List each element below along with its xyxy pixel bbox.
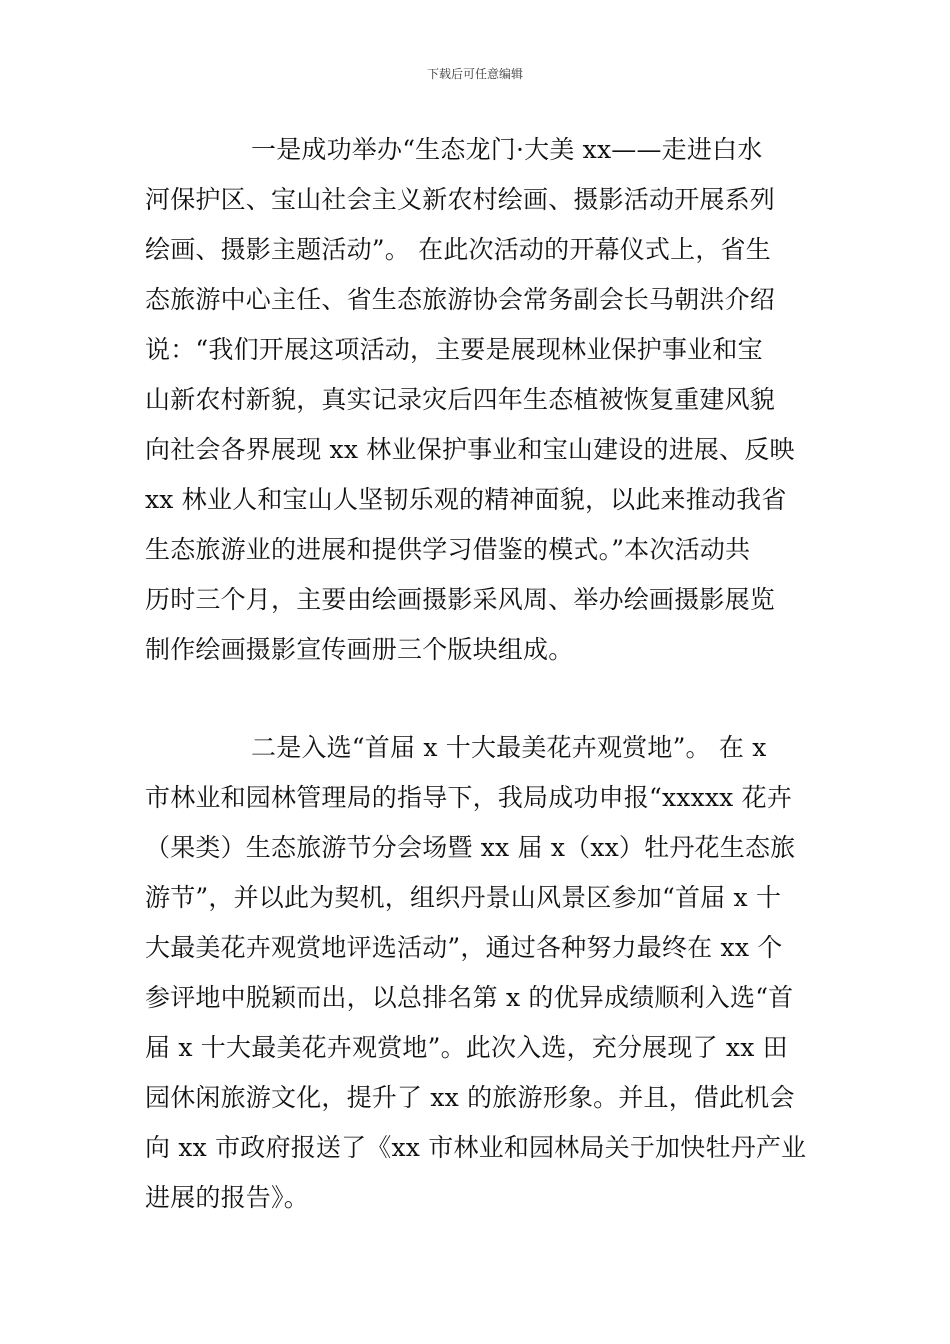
paragraph-1-line-4: 态旅游中心主任、省生态旅游协会常务副会长马朝洪介绍 xyxy=(145,285,776,314)
paragraph-1-line-8: xx 林业人和宝山人坚韧乐观的精神面貌，以此来推动我省 xyxy=(145,485,787,514)
paragraph-2-line-2: 市林业和园林管理局的指导下，我局成功申报“xxxxx 花卉 xyxy=(145,783,793,812)
paragraph-1-line-3: 绘画、摄影主题活动”。 在此次活动的开幕仪式上，省生 xyxy=(145,235,771,264)
paragraph-2-line-5: 大最美花卉观赏地评选活动”，通过各种努力最终在 xx 个 xyxy=(145,933,783,962)
paragraph-2-line-4: 游节”，并以此为契机，组织丹景山风景区参加“首届 x 十 xyxy=(145,883,782,912)
page-header-note: 下载后可任意编辑 xyxy=(426,67,523,81)
paragraph-1-line-9: 生态旅游业的进展和提供学习借鉴的模式。”本次活动共 xyxy=(145,535,751,564)
paragraph-2-line-8: 园休闲旅游文化，提升了 xx 的旅游形象。并且，借此机会 xyxy=(145,1083,795,1112)
paragraph-1-line-7: 向社会各界展现 xx 林业保护事业和宝山建设的进展、反映 xyxy=(145,435,795,464)
paragraph-1-line-2: 河保护区、宝山社会主义新农村绘画、摄影活动开展系列 xyxy=(145,185,776,214)
paragraph-1-line-1: 一是成功举办“生态龙门·大美 xx——走进白水 xyxy=(251,135,763,164)
paragraph-2-line-10: 进展的报告》。 xyxy=(145,1183,309,1212)
paragraph-2-line-6: 参评地中脱颖而出，以总排名第 x 的优异成绩顺利入选“首 xyxy=(145,983,794,1012)
paragraph-2-line-1: 二是入选“首届 x 十大最美花卉观赏地”。 在 x xyxy=(251,733,767,762)
paragraph-2-line-9: 向 xx 市政府报送了《xx 市林业和园林局关于加快牡丹产业 xyxy=(145,1133,807,1162)
paragraph-1-line-5: 说：“我们开展这项活动，主要是展现林业保护事业和宝 xyxy=(145,335,763,364)
paragraph-2-line-3: （果类）生态旅游节分会场暨 xx 届 x（xx）牡丹花生态旅 xyxy=(145,833,796,862)
paragraph-1-line-11: 制作绘画摄影宣传画册三个版块组成。 xyxy=(145,635,574,664)
paragraph-1-line-6: 山新农村新貌，真实记录灾后四年生态植被恢复重建风貌 xyxy=(145,385,776,414)
paragraph-2-line-7: 届 x 十大最美花卉观赏地”。此次入选，充分展现了 xx 田 xyxy=(145,1033,788,1062)
paragraph-1-line-10: 历时三个月，主要由绘画摄影采风周、举办绘画摄影展览 xyxy=(145,585,776,614)
